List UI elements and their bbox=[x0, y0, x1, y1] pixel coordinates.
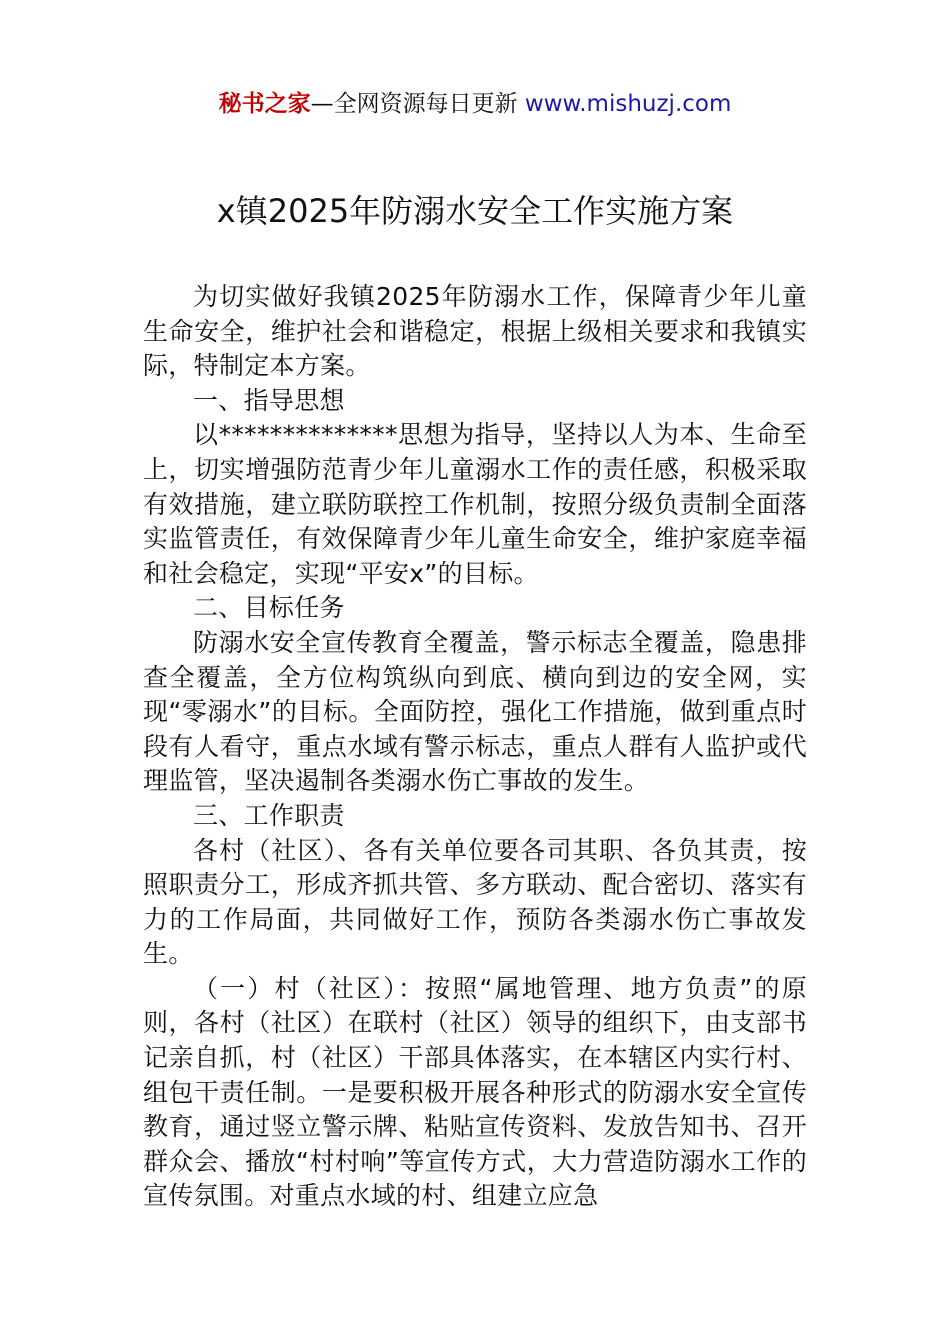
brand-name: 秘书之家 bbox=[218, 91, 311, 117]
paragraph-responsibilities: 各村（社区）、各有关单位要各司其职、各负其责，按照职责分工，形成齐抓共管、多方联动、配合密切、落实有力的工作局面，共同做好工作，预防各类溺水伤亡事故发生。 bbox=[143, 835, 807, 969]
section-heading-guiding-ideology: 一、指导思想 bbox=[193, 385, 345, 415]
paragraph-goals: 防溺水安全宣传教育全覆盖，警示标志全覆盖，隐患排查全覆盖，全方位构筑纵向到底、横向到边的安全网，实现“零溺水”的目标。全面防控，强化工作措施，做到重点时段有人看守，重点水域有警示标志，重点人群有人监护或代理监管，坚决遏制各类溺水伤亡事故的发生。 bbox=[143, 627, 807, 796]
paragraph-intro: 为切实做好我镇2025年防溺水工作，保障青少年儿童生命安全，维护社会和谐稳定，根据上级相关要求和我镇实际，特制定本方案。 bbox=[143, 282, 807, 381]
site-banner bbox=[0, 86, 950, 122]
section-heading-goals: 二、目标任务 bbox=[193, 593, 345, 623]
document-title: x镇2025年防溺水安全工作实施方案 bbox=[216, 192, 734, 230]
section-heading-responsibilities: 三、工作职责 bbox=[193, 800, 345, 830]
document-body bbox=[143, 280, 807, 1214]
paragraph-village-duties: （一）村（社区）：按照“属地管理、地方负责”的原则，各村（社区）在联村（社区）领导的组织下，由支部书记亲自抓，村（社区）干部具体落实，在本辖区内实行村、组包干责任制。一是要积极开展各种形式的防溺水安全宣传教育，通过竖立警示牌、粘贴宣传资料、发放告知书、召开群众会、播放“村村响”等宣传方式，大力营造防溺水工作的宣传氛围。对重点水域的村、组建立应急 bbox=[143, 973, 807, 1211]
banner-tagline: —全网资源每日更新 bbox=[310, 91, 518, 117]
website-link[interactable]: www.mishuzj.com bbox=[524, 91, 732, 117]
paragraph-guiding-ideology: 以**************思想为指导，坚持以人为本、生命至上，切实增强防范青少年儿童溺水工作的责任感，积极采取有效措施，建立联防联控工作机制，按照分级负责制全面落实监管责任，有效保障青少年儿童生命安全，维护家庭幸福和社会稳定，实现“平安x”的目标。 bbox=[143, 420, 807, 588]
